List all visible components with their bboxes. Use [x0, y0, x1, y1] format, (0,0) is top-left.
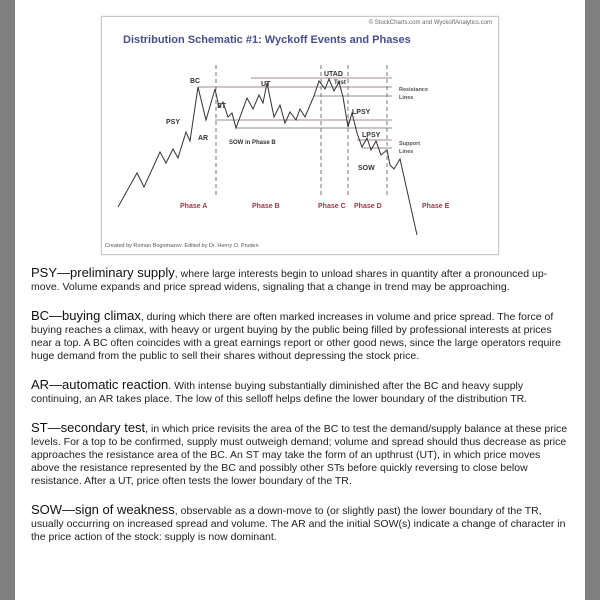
- definition-sow: [31, 503, 571, 544]
- label-st: ST: [217, 103, 226, 110]
- definition-text: , during which there are often marked increases in volume and price spread. The force of buying reaches a climax, with heavy or urgent buying by the public being filled by professional interests at prices near a top. A BC often coincides with a great earnings report or other good news, since the large operators require huge demand from the public to sell their shares without depressing the stock price.: [31, 311, 561, 362]
- label-sow-phase-b: SOW in Phase B: [229, 140, 276, 146]
- label-psy: PSY: [166, 119, 181, 126]
- label-lpsy-2: LPSY: [362, 132, 381, 139]
- term-psy: PSY—preliminary supply: [31, 265, 175, 280]
- label-phase-c: Phase C: [318, 203, 346, 210]
- label-sow: SOW: [358, 165, 375, 172]
- price-path: [118, 79, 417, 235]
- label-test: Test: [334, 80, 346, 86]
- definitions-list: [31, 266, 571, 559]
- document-page: [15, 0, 585, 600]
- schematic-chart: [102, 17, 498, 254]
- definition-bc: [31, 309, 571, 363]
- phase-dividers: [216, 65, 387, 195]
- figure-title: Distribution Schematic #1: Wyckoff Events and Phases: [123, 34, 411, 46]
- definition-text: . With intense buying substantially diminished after the BC and heavy supply continuing, an AR takes place. The low of this selloff helps define the lower boundary of the distribution TR.: [31, 380, 528, 405]
- term-st: ST—secondary test: [31, 420, 146, 435]
- label-lpsy-1: LPSY: [352, 109, 371, 116]
- figure-credit: Created by Roman Bogomazov. Edited by Dr. Henry O. Pruden: [105, 243, 259, 249]
- definition-st: [31, 421, 571, 488]
- figure-copyright: © StockCharts.com and WyckoffAnalytics.com: [368, 20, 492, 26]
- definition-text: , in which price revisits the area of the BC to test the demand/supply balance at these price levels. For a top to be confirmed, supply must outweigh demand; volume and spread should thus decrease as price approaches the resistance area of the BC. An ST may take the form of an upthrust (UT), in which price moves above the resistance represented by the BC and possibly other STs before quickly reversing to close below resistance. After a UT, price often tests the lower boundary of the TR.: [31, 423, 568, 487]
- term-bc: BC—buying climax: [31, 308, 141, 323]
- label-ut: UT: [261, 81, 271, 88]
- definition-text: , observable as a down-move to (or slightly past) the lower boundary of the TR, usually occurring on increased spread and volume. The AR and the initial SOW(s) indicate a change of character in the price action of the stock: supply is now dominant.: [31, 505, 566, 543]
- label-phase-a: Phase A: [180, 203, 208, 210]
- definition-ar: [31, 378, 571, 406]
- label-support: Support: [399, 141, 421, 147]
- label-phase-e: Phase E: [422, 203, 450, 210]
- label-utad: UTAD: [324, 71, 343, 78]
- label-resistance: Resistance: [399, 87, 429, 93]
- term-ar: AR—automatic reaction: [31, 377, 169, 392]
- definition-psy: [31, 266, 571, 294]
- label-phase-d: Phase D: [354, 203, 382, 210]
- term-sow: SOW—sign of weakness: [31, 502, 175, 517]
- label-bc: BC: [190, 78, 201, 85]
- label-ar: AR: [198, 135, 209, 142]
- definition-text: , where large interests begin to unload shares in quantity after a pronounced up-move. Volume expands and price spread widens, signaling that a change in trend may be approaching.: [31, 268, 548, 293]
- wyckoff-distribution-figure: [101, 16, 499, 255]
- label-resistance-lines: Lines: [399, 95, 414, 101]
- label-phase-b: Phase B: [252, 203, 280, 210]
- label-support-lines: Lines: [399, 149, 414, 155]
